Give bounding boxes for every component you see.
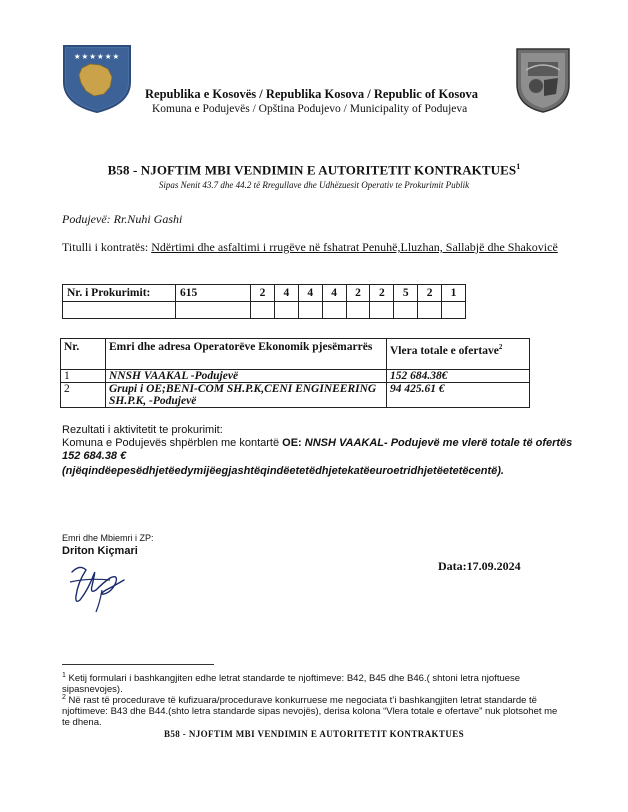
svg-text:★★★★★★: ★★★★★★ — [73, 52, 121, 61]
footnote-2 — [62, 692, 562, 728]
header-operator: Emri dhe adresa Operatorëve Ekonomik pjesëmarrës — [106, 339, 387, 370]
value-footnote-mark: 2 — [498, 343, 503, 351]
header-municipality: Komuna e Podujevës / Opština Podujevo / Municipality of Podujeva — [152, 103, 468, 115]
procurement-digit: 2 — [346, 285, 370, 302]
table-row — [61, 383, 530, 408]
empty-cell — [298, 302, 322, 319]
footnote-1-text: Ketij formulari i bashkangjiten edhe letrat standarde te njoftimeve: B42, B45 dhe B46.( shtoni letra njoftuese sipasnevojes). — [62, 673, 521, 696]
empty-cell — [442, 302, 466, 319]
result-text — [62, 437, 582, 463]
row-value: 94 425.61 € — [387, 383, 530, 408]
header-total-value — [387, 339, 530, 370]
row-operator: Grupi i OE;BENI-COM SH.P.K,CENI ENGINEERING SH.P.K, -Podujevë — [106, 383, 387, 408]
empty-cell — [63, 302, 176, 319]
header-nr: Nr. — [61, 339, 106, 370]
document-subtitle: Sipas Nenit 43.7 dhe 44.2 të Rregullave dhe Udhëzuesit Operativ te Prokurimit Publik — [158, 180, 470, 190]
procurement-empty-row — [63, 302, 466, 319]
empty-cell — [176, 302, 251, 319]
offers-header-row — [61, 339, 530, 370]
handwritten-signature — [66, 560, 128, 614]
procurement-digit: 4 — [322, 285, 346, 302]
header-republic: Republika e Kosovës / Republika Kosova / Republic of Kosova — [145, 87, 479, 101]
result-winner: NNSH VAAKAL- Podujevë me vlerë totale të ofertës 152 684.38 € — [62, 437, 573, 462]
offers-table — [60, 338, 530, 408]
procurement-digit: 2 — [418, 285, 442, 302]
row-nr: 1 — [61, 370, 106, 383]
procurement-digit: 2 — [251, 285, 275, 302]
page-footer: B58 - NJOFTIM MBI VENDIMIN E AUTORITETIT KONTRAKTUES — [163, 729, 465, 739]
signatory-name: Driton Kiçmari — [62, 545, 138, 557]
procurement-digit: 4 — [274, 285, 298, 302]
row-value: 152 684.38€ — [387, 370, 530, 383]
document-date: Data:17.09.2024 — [438, 559, 521, 573]
kosovo-emblem — [60, 42, 134, 114]
footnote-2-mark: 2 — [62, 694, 66, 701]
footnote-separator — [62, 664, 214, 665]
document-title — [0, 162, 628, 178]
empty-cell — [274, 302, 298, 319]
procurement-number-value: 615 — [176, 285, 251, 302]
header-total-value-text: Vlera totale e ofertave — [390, 344, 499, 357]
footnote-2-text: Në rast të procedurave të kufizuara/procedurave konkurruese me negociata t’i bashkangjiten letrat standarde të njoftimeve: B43 dhe B44.(shto letra standarde sipas nevojës), derisa kolona “Vlera totale e ofertave” nuk plotsohet me te dhena. — [62, 695, 558, 729]
procurement-digit: 2 — [370, 285, 394, 302]
procurement-number-label: Nr. i Prokurimit: — [63, 285, 176, 302]
result-text-plain: Komuna e Podujevës shpërblen me kontartë — [62, 437, 283, 449]
empty-cell — [322, 302, 346, 319]
empty-cell — [346, 302, 370, 319]
empty-cell — [418, 302, 442, 319]
row-nr: 2 — [61, 383, 106, 408]
document-title-text: B58 - NJOFTIM MBI VENDIMIN E AUTORITETIT KONTRAKTUES — [107, 162, 517, 178]
title-footnote-mark: 1 — [516, 162, 521, 171]
row-operator: NNSH VAAKAL -Podujevë — [106, 370, 387, 383]
procurement-number-row — [63, 285, 466, 302]
procurement-digit: 1 — [442, 285, 466, 302]
footnote-1-mark: 1 — [62, 672, 66, 679]
empty-cell — [251, 302, 275, 319]
empty-cell — [394, 302, 418, 319]
result-amount-in-words: (njëqindëepesëdhjetëedymijëegjashtëqindëetetëdhjetekatëeuroetridhjetëetetëcentë). — [62, 465, 504, 477]
contract-title-label: Titulli i kontratës: — [62, 240, 152, 254]
procurement-digit: 5 — [394, 285, 418, 302]
result-text-oe: OE: — [282, 437, 305, 449]
contract-title-block — [62, 241, 562, 254]
procurement-digit: 4 — [298, 285, 322, 302]
result-intro: Rezultati i aktivitetit te prokurimit: — [62, 424, 223, 436]
place-address: Podujevë: Rr.Nuhi Gashi — [62, 212, 183, 226]
empty-cell — [370, 302, 394, 319]
signatory-label: Emri dhe Mbiemri i ZP: — [62, 533, 154, 543]
podujeva-municipal-seal — [514, 46, 572, 114]
contract-title-value: Ndërtimi dhe asfaltimi i rrugëve në fshatrat Penuhë,Lluzhan, Sallabjë dhe Shakovicë — [151, 240, 558, 254]
procurement-number-table — [62, 284, 466, 319]
table-row — [61, 370, 530, 383]
